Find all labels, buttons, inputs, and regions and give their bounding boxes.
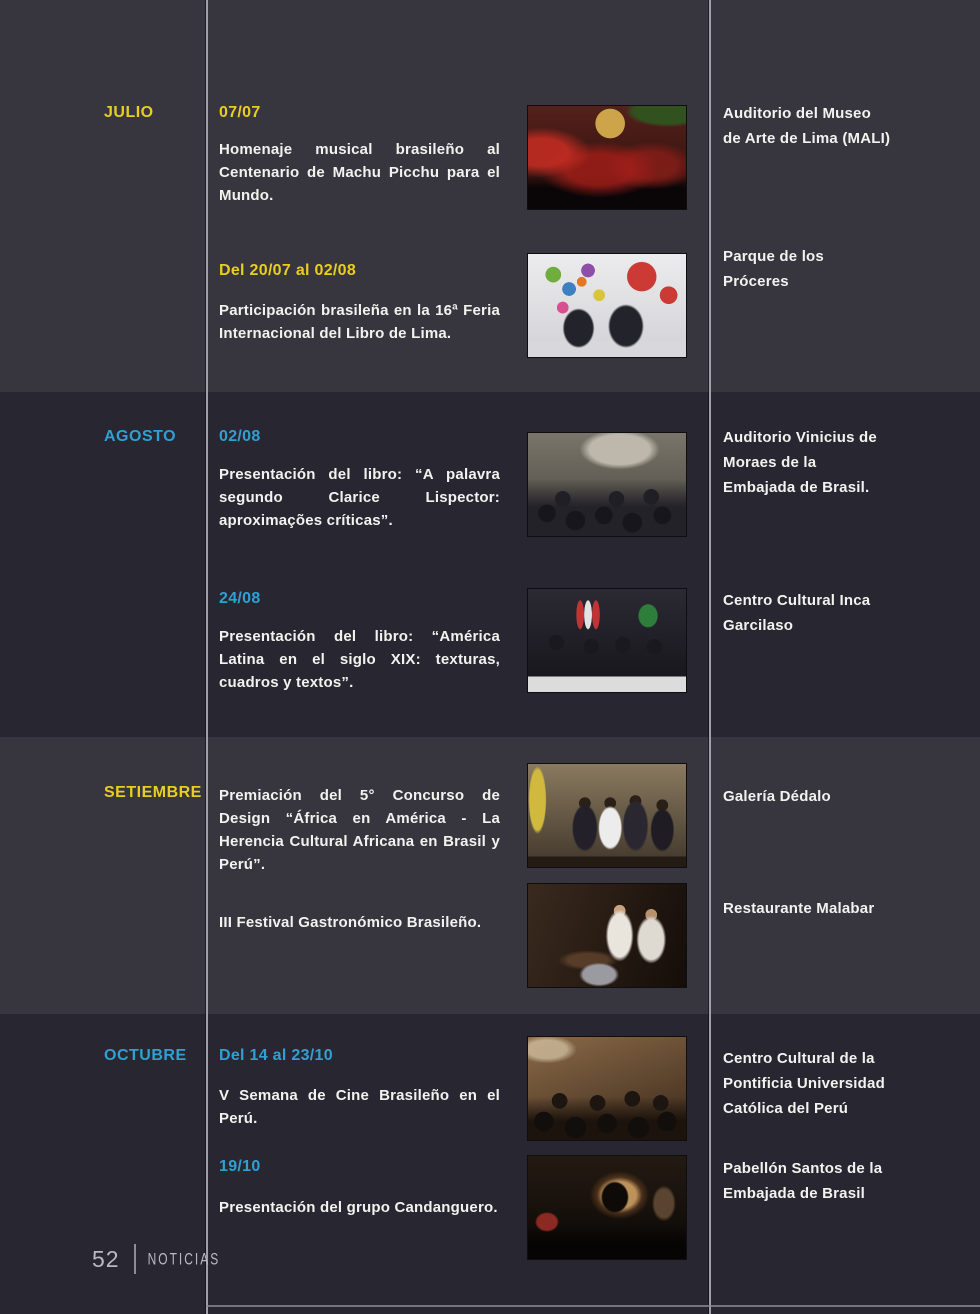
event-description: Premiación del 5° Concurso de Design “África en América - La Herencia Cultural Africana en Brasil y Perú”. [219, 787, 500, 873]
right-column-divider [709, 0, 711, 1314]
event-description: Presentación del libro: “América Latina en el siglo XIX: texturas, cuadros y textos”. [219, 628, 500, 691]
event-photo-concert [527, 105, 687, 210]
month-label-octubre: OCTUBRE [104, 1047, 187, 1064]
month-label-agosto: AGOSTO [104, 428, 177, 445]
event-date: Del 20/07 al 02/08 [219, 262, 357, 279]
event-description: Presentación del grupo Candanguero. [219, 1199, 498, 1216]
event-photo-kitchen [527, 883, 687, 988]
event-description: Participación brasileña en la 16ª Feria Internacional del Libro de Lima. [219, 302, 500, 342]
section-label: NOTICIAS [147, 1249, 221, 1269]
event-description: Homenaje musical brasileño al Centenario de Machu Picchu para el Mundo. [219, 141, 500, 204]
event-description: Presentación del libro: “A palavra segundo Clarice Lispector: aproximações críticas”. [219, 466, 500, 529]
event-venue: Galería Dédalo [723, 788, 831, 805]
event-photo-cinema [527, 1036, 687, 1141]
event-venue: Centro Cultural Inca Garcilaso [723, 592, 871, 634]
page-number: 52 [92, 1245, 120, 1272]
event-venue: Auditorio Vinicius de Moraes de la Embajada de Brasil. [723, 429, 877, 496]
event-photo-book-fair [527, 253, 687, 358]
event-photo-award-group [527, 763, 687, 868]
event-date: 24/08 [219, 590, 261, 607]
event-venue: Restaurante Malabar [723, 900, 875, 917]
event-photo-singer [527, 1155, 687, 1260]
event-date: 19/10 [219, 1158, 261, 1175]
event-photo-flags-panel [527, 588, 687, 693]
event-date: Del 14 al 23/10 [219, 1047, 333, 1064]
event-date: 07/07 [219, 104, 261, 121]
event-photo-audience [527, 432, 687, 537]
bottom-edge-line [206, 1305, 980, 1307]
month-label-julio: JULIO [104, 104, 154, 121]
left-column-divider [206, 0, 208, 1314]
event-venue: Auditorio del Museo de Arte de Lima (MALI) [723, 105, 891, 147]
event-description: III Festival Gastronómico Brasileño. [219, 914, 482, 931]
footer-divider [134, 1244, 136, 1274]
event-venue: Centro Cultural de la Pontificia Universidad Católica del Perú [723, 1050, 885, 1117]
event-description: V Semana de Cine Brasileño en el Perú. [219, 1087, 500, 1127]
event-venue: Parque de los Próceres [723, 248, 824, 290]
month-label-setiembre: SETIEMBRE [104, 784, 202, 801]
event-venue: Pabellón Santos de la Embajada de Brasil [723, 1160, 883, 1202]
event-date: 02/08 [219, 428, 261, 445]
page-footer [92, 1244, 220, 1274]
